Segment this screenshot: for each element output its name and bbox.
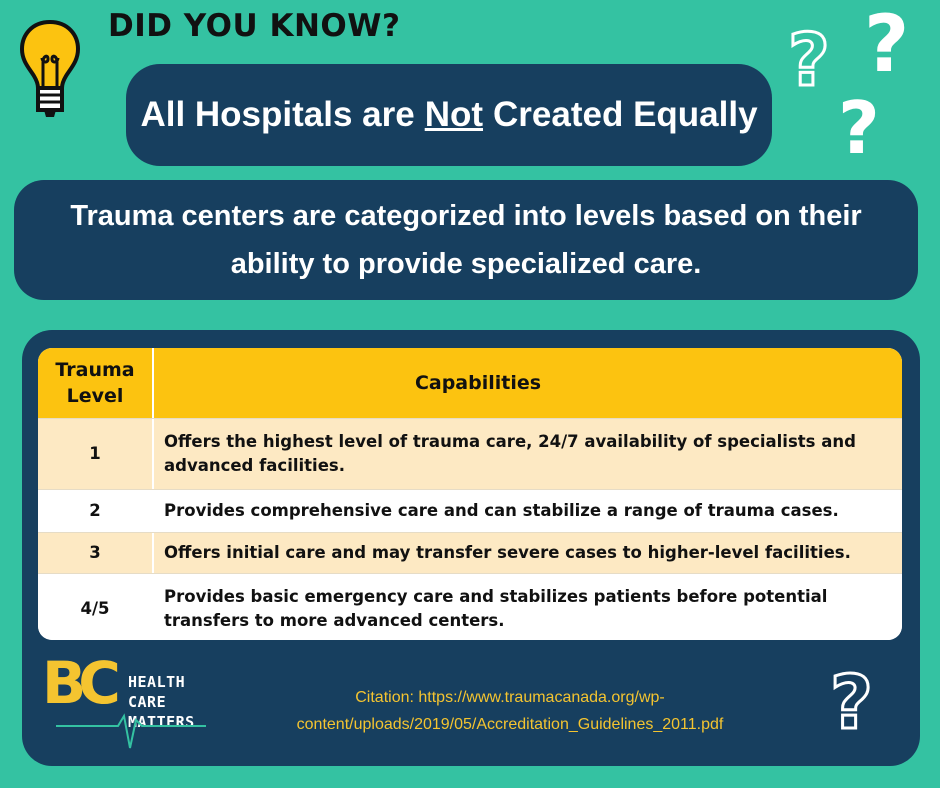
logo-letters: BC bbox=[42, 649, 113, 717]
banner-line-1: Trauma centers are categorized into levels based on their bbox=[70, 200, 862, 232]
header-trauma-level bbox=[38, 348, 154, 418]
table-row bbox=[38, 490, 902, 533]
heartbeat-line-icon bbox=[56, 712, 216, 752]
headline-text-after: Created Equally bbox=[493, 95, 758, 134]
capability-line-2: advanced facilities. bbox=[164, 456, 345, 475]
header-trauma-level-line-1: Trauma bbox=[55, 359, 135, 381]
level-cell: 3 bbox=[89, 543, 101, 562]
capability-line-2: transfers to more advanced centers. bbox=[164, 611, 505, 630]
intro-banner bbox=[14, 180, 918, 300]
capability-line-1: Provides comprehensive care and can stabilize a range of trauma cases. bbox=[164, 501, 839, 520]
header-trauma-level-line-2: Level bbox=[66, 385, 124, 407]
table-row bbox=[38, 533, 902, 574]
table-header-row bbox=[38, 348, 902, 419]
table-row bbox=[38, 419, 902, 490]
lightbulb-icon bbox=[18, 18, 82, 122]
bc-health-care-matters-logo bbox=[42, 649, 222, 754]
headline-emphasis: Not bbox=[424, 95, 484, 134]
headline-box bbox=[126, 64, 772, 166]
headline-text-before: All Hospitals are bbox=[140, 95, 415, 134]
question-mark-icon: ? bbox=[838, 86, 880, 170]
capability-line-1: Offers initial care and may transfer severe cases to higher-level facilities. bbox=[164, 543, 851, 562]
header-capabilities: Capabilities bbox=[414, 372, 542, 394]
level-cell: 2 bbox=[89, 501, 101, 520]
question-mark-icon: ? bbox=[830, 660, 873, 746]
question-mark-icon: ? bbox=[788, 18, 830, 102]
trauma-level-table bbox=[38, 348, 902, 640]
question-mark-icon: ? bbox=[864, 0, 910, 90]
logo-line-1: HEALTH CARE bbox=[128, 673, 186, 711]
citation-line-2: content/uploads/2019/05/Accreditation_Guidelines_2011.pdf bbox=[296, 716, 724, 733]
table-row bbox=[38, 574, 902, 640]
did-you-know-title: DID YOU KNOW? bbox=[108, 8, 401, 44]
logo-line-2: MATTERS bbox=[128, 713, 195, 731]
capability-line-1: Offers the highest level of trauma care, 24/7 availability of specialists and bbox=[164, 432, 856, 451]
citation bbox=[230, 684, 790, 738]
level-cell: 4/5 bbox=[80, 599, 110, 618]
capability-line-1: Provides basic emergency care and stabilizes patients before potential bbox=[164, 587, 828, 606]
banner-line-2: ability to provide specialized care. bbox=[230, 248, 702, 280]
level-cell: 1 bbox=[89, 444, 101, 463]
citation-line-1: Citation: https://www.traumacanada.org/wp- bbox=[355, 689, 665, 706]
